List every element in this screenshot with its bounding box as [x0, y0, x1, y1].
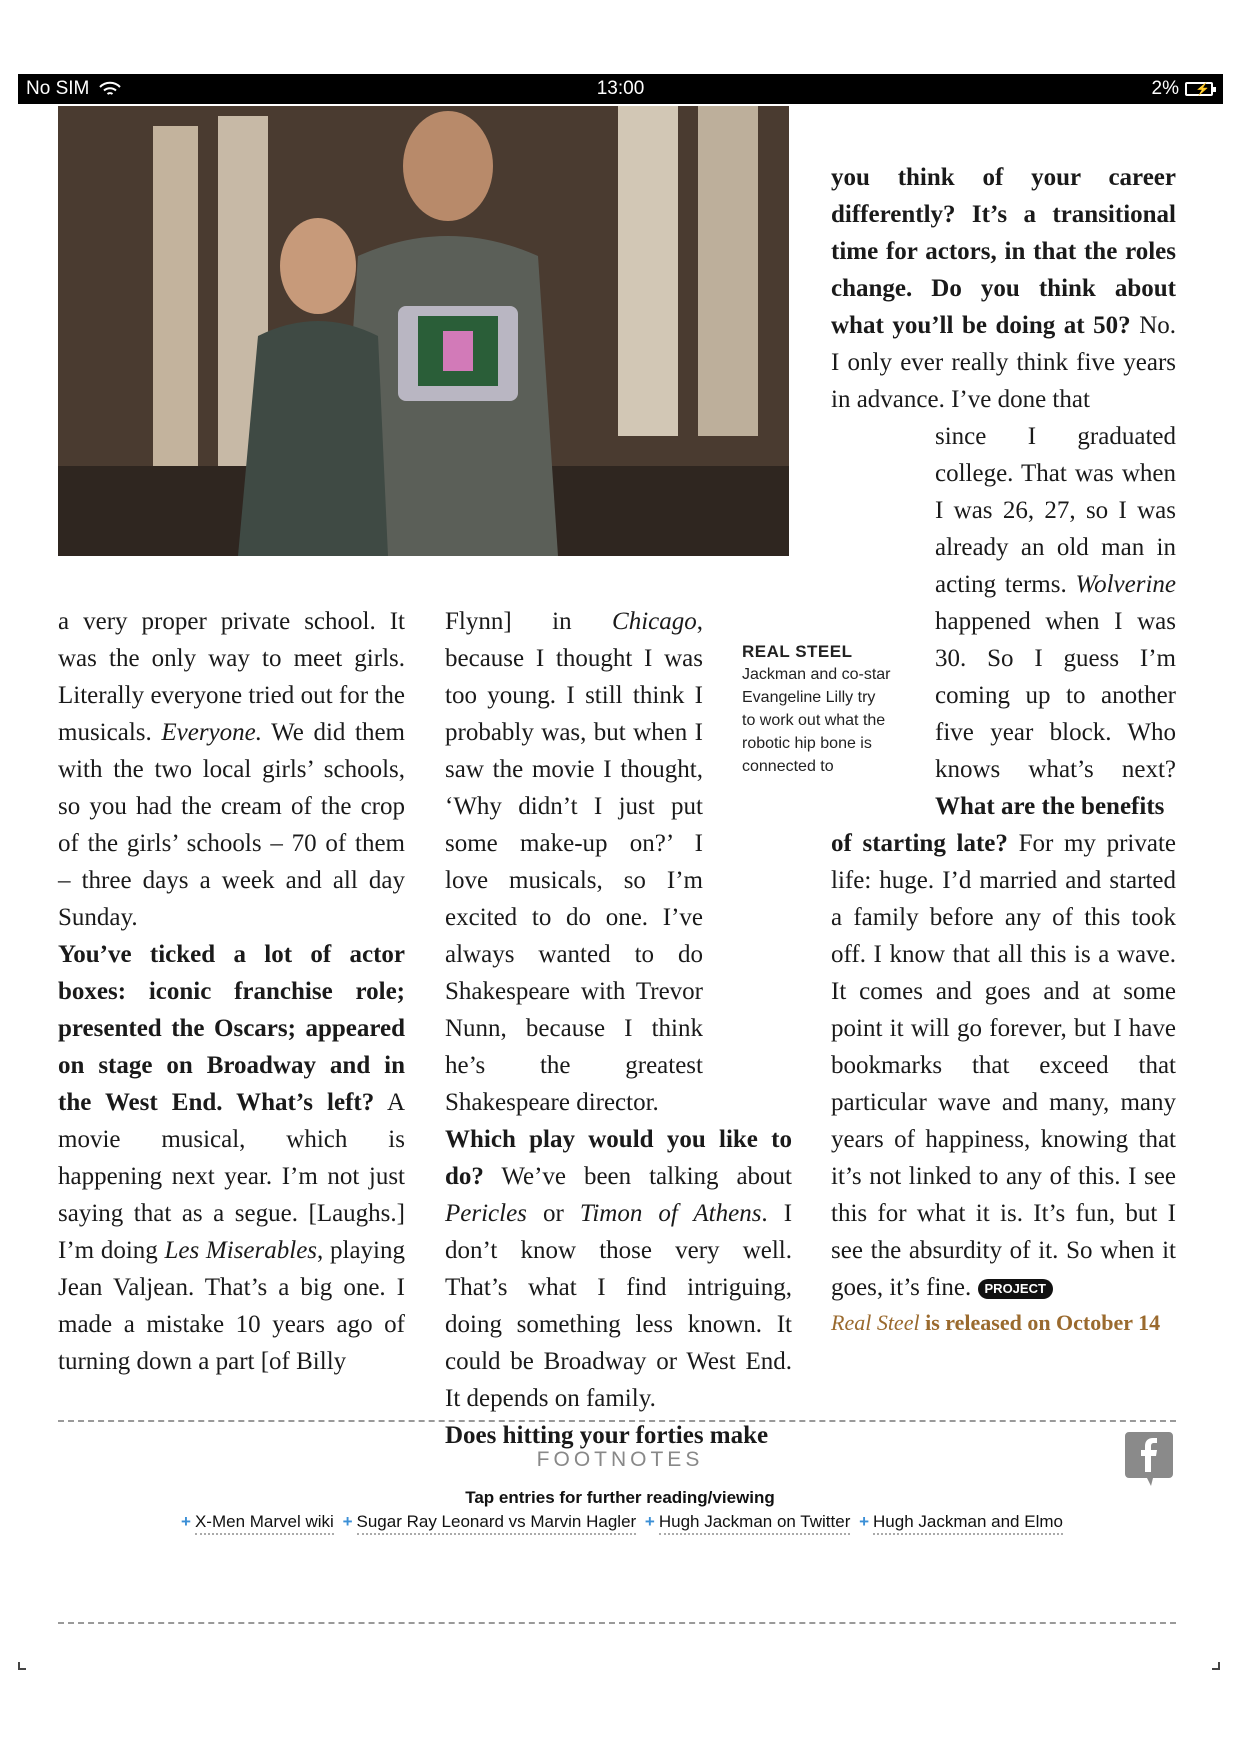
status-bar — [18, 74, 1223, 104]
paragraph — [445, 1121, 792, 1417]
battery-percent: 2% — [1151, 78, 1179, 99]
plus-icon: + — [644, 1512, 655, 1531]
question: of starting late? — [831, 830, 1008, 857]
text-run: A movie musical, which is happening next year. I’m not just saying that as a segue. [Laughs.] I’m doing — [58, 1089, 405, 1264]
text-run: a very proper private school. It was the only way to meet girls. Literally everyone tried out for the musicals. — [58, 608, 405, 746]
caption-text: Jackman and co-star Evangeline Lilly try to work out what the robotic hip bone is connected to — [742, 666, 891, 775]
release-text: is released on October 14 — [925, 1310, 1161, 1335]
footnote-link[interactable]: X-Men Marvel wiki — [195, 1512, 334, 1535]
plus-icon: + — [342, 1512, 353, 1531]
text-run: . I don’t know those very well. That’s what I find intriguing, doing something less known. It could be Broadway or West End. It depends on family. — [445, 1200, 793, 1412]
release-note — [831, 1305, 1176, 1341]
clock: 13:00 — [596, 78, 645, 99]
article-column-1 — [58, 603, 405, 1380]
text-emphasis: Chicago — [612, 608, 697, 635]
text-run: For my private life: huge. I’d married and started a family before any of this took off. I know that all this is a wave. It comes and goes and at some point it will go forever, but I have bookmarks that exceed that particular wave and many, many years of happiness, knowing that it’s not linked to any of this. I see this for what it is. It’s fun, but I see the absurdity of it. So when it goes, it’s fine. — [831, 830, 1176, 1301]
question: you think of your career differently? It’s a transitional time for actors, in that the roles change. Do you think about what you’ll be doing at 50? — [831, 164, 1176, 339]
text-run: , because I thought I was too young. I still think I probably was, but when I saw the movie I thought, ‘Why didn’t I just put some make-up on?’ I love musicals, so I’m excited to do one. I’ve always wanted to do Shakespeare with Trevor Nunn, because I think he’s the greatest Shakespeare director. — [445, 608, 703, 1116]
text-emphasis: Everyone. — [161, 719, 262, 746]
footnotes-title: FOOTNOTES — [536, 1448, 704, 1471]
text-run: We did them with the two local girls’ schools, so you had the cream of the crop of the girls’ schools – 70 of them – three days a week and all day Sunday. — [58, 719, 405, 931]
footnotes-links — [0, 1512, 1240, 1532]
text-run: No. I only ever really think five years in advance. I’ve done that — [831, 312, 1177, 413]
paragraph — [831, 825, 1176, 1306]
text-run: since I graduated college. That was when I was 26, 27, so I was already an old man in acting terms. — [935, 423, 1176, 598]
question: Which play would you like to do? — [445, 1126, 792, 1190]
photo-illustration — [58, 106, 789, 556]
paragraph — [445, 603, 703, 1121]
footnotes-instruction: Tap entries for further reading/viewing — [465, 1488, 775, 1507]
paragraph — [58, 936, 405, 1380]
paragraph — [935, 418, 1176, 825]
text-emphasis: Timon of Athens — [579, 1200, 762, 1227]
text-run: We’ve been talking about — [501, 1163, 792, 1190]
paragraph — [831, 159, 1176, 418]
article-column-3 — [831, 159, 1176, 1306]
release-title: Real Steel — [831, 1310, 920, 1335]
text-run: happened when I was 30. So I guess I’m coming up to another five year block. Who knows what’s next? — [935, 608, 1176, 783]
text-run: Flynn] in — [445, 608, 572, 635]
footnote-link[interactable]: Hugh Jackman on Twitter — [659, 1512, 851, 1535]
facebook-icon[interactable] — [1123, 1430, 1175, 1488]
footnote-link[interactable]: Hugh Jackman and Elmo — [873, 1512, 1063, 1535]
text-emphasis: Pericles — [445, 1200, 527, 1227]
question: Does hitting your forties make — [445, 1422, 769, 1449]
article-column-2 — [445, 603, 792, 1454]
corner-mark — [18, 1662, 26, 1670]
text-emphasis: Wolverine — [1075, 571, 1176, 598]
project-badge: PROJECT — [978, 1279, 1053, 1299]
divider — [58, 1622, 1176, 1624]
plus-icon: + — [859, 1512, 870, 1531]
text-emphasis: Les Miserables — [164, 1237, 318, 1264]
footnote-link[interactable]: Sugar Ray Leonard vs Marvin Hagler — [357, 1512, 637, 1535]
paragraph — [58, 603, 405, 936]
article-photo — [58, 106, 789, 556]
text-run: , playing Jean Valjean. That’s a big one. I made a mistake 10 years ago of turning down a part [of Billy — [58, 1237, 405, 1375]
battery-icon: ⚡ — [1185, 82, 1213, 96]
divider — [58, 1420, 1176, 1422]
corner-mark — [1212, 1662, 1220, 1670]
question: What are the benefits — [935, 793, 1165, 820]
question: You’ve ticked a lot of actor boxes: iconic franchise role; presented the Oscars; appeared on stage on Broadway and in the West End. What’s left? — [58, 941, 405, 1116]
status-right — [1152, 78, 1213, 100]
text-run: or — [542, 1200, 564, 1227]
plus-icon: + — [181, 1512, 191, 1531]
caption-title: REAL STEEL — [742, 642, 853, 661]
carrier-label: No SIM — [26, 78, 90, 99]
